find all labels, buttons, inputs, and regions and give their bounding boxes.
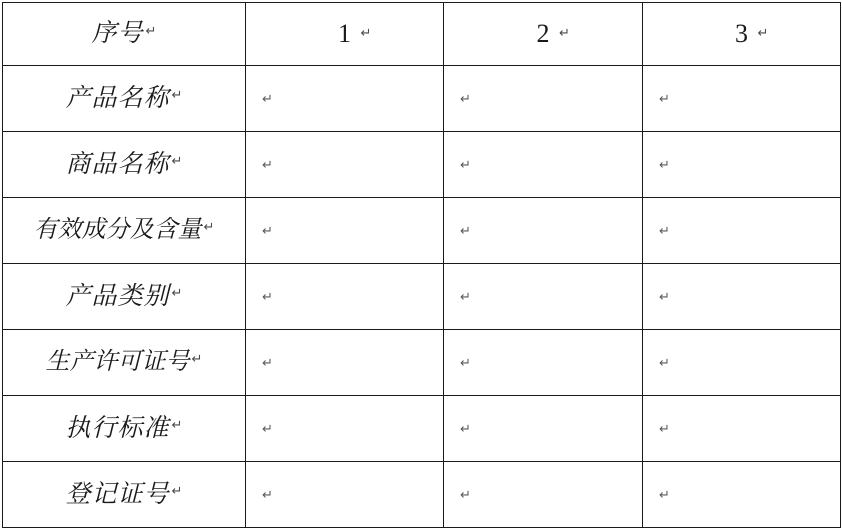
paragraph-mark: ↵ xyxy=(757,25,769,40)
row-label-registration-number[interactable] xyxy=(3,462,246,528)
paragraph-mark: ↵ xyxy=(559,25,570,40)
row-label-text: 商品名称 xyxy=(65,150,170,178)
row-label-text: 生产许可证号 xyxy=(45,349,190,376)
row-cell-3[interactable] xyxy=(643,264,841,330)
table-row xyxy=(3,330,841,396)
table-row xyxy=(3,264,841,330)
row-cell-3[interactable] xyxy=(643,66,841,132)
table-header-row xyxy=(3,3,841,66)
paragraph-mark: ↵ xyxy=(460,420,471,436)
paragraph-mark: ↵ xyxy=(460,90,471,106)
table-row xyxy=(3,198,841,264)
document-page xyxy=(0,2,842,522)
header-label-1: 1 xyxy=(338,19,351,48)
row-cell-1[interactable] xyxy=(246,198,444,264)
paragraph-mark: ↵ xyxy=(203,218,215,234)
header-label-2: 2 xyxy=(536,19,550,48)
row-label-production-license[interactable] xyxy=(3,330,246,396)
paragraph-mark: ↵ xyxy=(171,153,183,169)
row-label-product-category[interactable] xyxy=(3,264,246,330)
paragraph-mark: ↵ xyxy=(171,285,183,301)
row-cell-2[interactable] xyxy=(444,198,643,264)
paragraph-mark: ↵ xyxy=(262,156,273,172)
row-cell-1[interactable] xyxy=(246,330,444,396)
paragraph-mark: ↵ xyxy=(659,156,670,172)
table-row xyxy=(3,396,841,462)
paragraph-mark: ↵ xyxy=(659,222,670,238)
row-cell-3[interactable] xyxy=(643,396,841,462)
paragraph-mark: ↵ xyxy=(262,420,273,436)
table-row xyxy=(3,66,841,132)
paragraph-mark: ↵ xyxy=(191,350,203,366)
table-header-cell-1[interactable] xyxy=(246,3,444,66)
row-label-text: 有效成分及含量 xyxy=(33,217,202,244)
paragraph-mark: ↵ xyxy=(171,417,183,433)
table-row xyxy=(3,462,841,528)
row-cell-2[interactable] xyxy=(444,66,643,132)
paragraph-mark: ↵ xyxy=(460,486,471,502)
paragraph-mark: ↵ xyxy=(460,156,471,172)
product-info-table xyxy=(2,2,841,528)
row-cell-3[interactable] xyxy=(643,198,841,264)
header-label-3: 3 xyxy=(735,19,748,48)
paragraph-mark: ↵ xyxy=(460,288,471,304)
row-cell-3[interactable] xyxy=(643,462,841,528)
paragraph-mark: ↵ xyxy=(659,288,670,304)
paragraph-mark: ↵ xyxy=(262,486,273,502)
paragraph-mark: ↵ xyxy=(659,90,670,106)
row-cell-1[interactable] xyxy=(246,264,444,330)
row-label-product-name[interactable] xyxy=(3,66,246,132)
row-cell-3[interactable] xyxy=(643,132,841,198)
row-cell-2[interactable] xyxy=(444,330,643,396)
row-label-text: 登记证号 xyxy=(65,480,170,508)
paragraph-mark: ↵ xyxy=(262,354,273,370)
paragraph-mark: ↵ xyxy=(659,420,670,436)
table-header-cell-3[interactable] xyxy=(643,3,841,66)
row-label-standard[interactable] xyxy=(3,396,246,462)
table-header-cell-2[interactable] xyxy=(444,3,643,66)
paragraph-mark: ↵ xyxy=(460,354,471,370)
row-label-text: 产品名称 xyxy=(65,84,170,112)
paragraph-mark: ↵ xyxy=(360,25,372,40)
paragraph-mark: ↵ xyxy=(262,90,273,106)
row-cell-3[interactable] xyxy=(643,330,841,396)
row-cell-1[interactable] xyxy=(246,66,444,132)
row-cell-1[interactable] xyxy=(246,462,444,528)
paragraph-mark: ↵ xyxy=(659,486,670,502)
row-cell-2[interactable] xyxy=(444,396,643,462)
header-label-index: 序号 xyxy=(91,20,144,48)
row-cell-2[interactable] xyxy=(444,462,643,528)
table-row xyxy=(3,132,841,198)
paragraph-mark: ↵ xyxy=(262,288,273,304)
row-label-trade-name[interactable] xyxy=(3,132,246,198)
table-header-cell-index[interactable] xyxy=(3,3,246,66)
row-cell-1[interactable] xyxy=(246,396,444,462)
row-label-active-ingredient[interactable] xyxy=(3,198,246,264)
row-cell-2[interactable] xyxy=(444,132,643,198)
paragraph-mark: ↵ xyxy=(145,22,157,38)
paragraph-mark: ↵ xyxy=(262,222,273,238)
paragraph-mark: ↵ xyxy=(171,87,183,103)
row-label-text: 执行标准 xyxy=(65,414,170,442)
row-cell-2[interactable] xyxy=(444,264,643,330)
paragraph-mark: ↵ xyxy=(460,222,471,238)
row-label-text: 产品类别 xyxy=(65,282,170,310)
paragraph-mark: ↵ xyxy=(171,483,183,499)
paragraph-mark: ↵ xyxy=(659,354,670,370)
row-cell-1[interactable] xyxy=(246,132,444,198)
